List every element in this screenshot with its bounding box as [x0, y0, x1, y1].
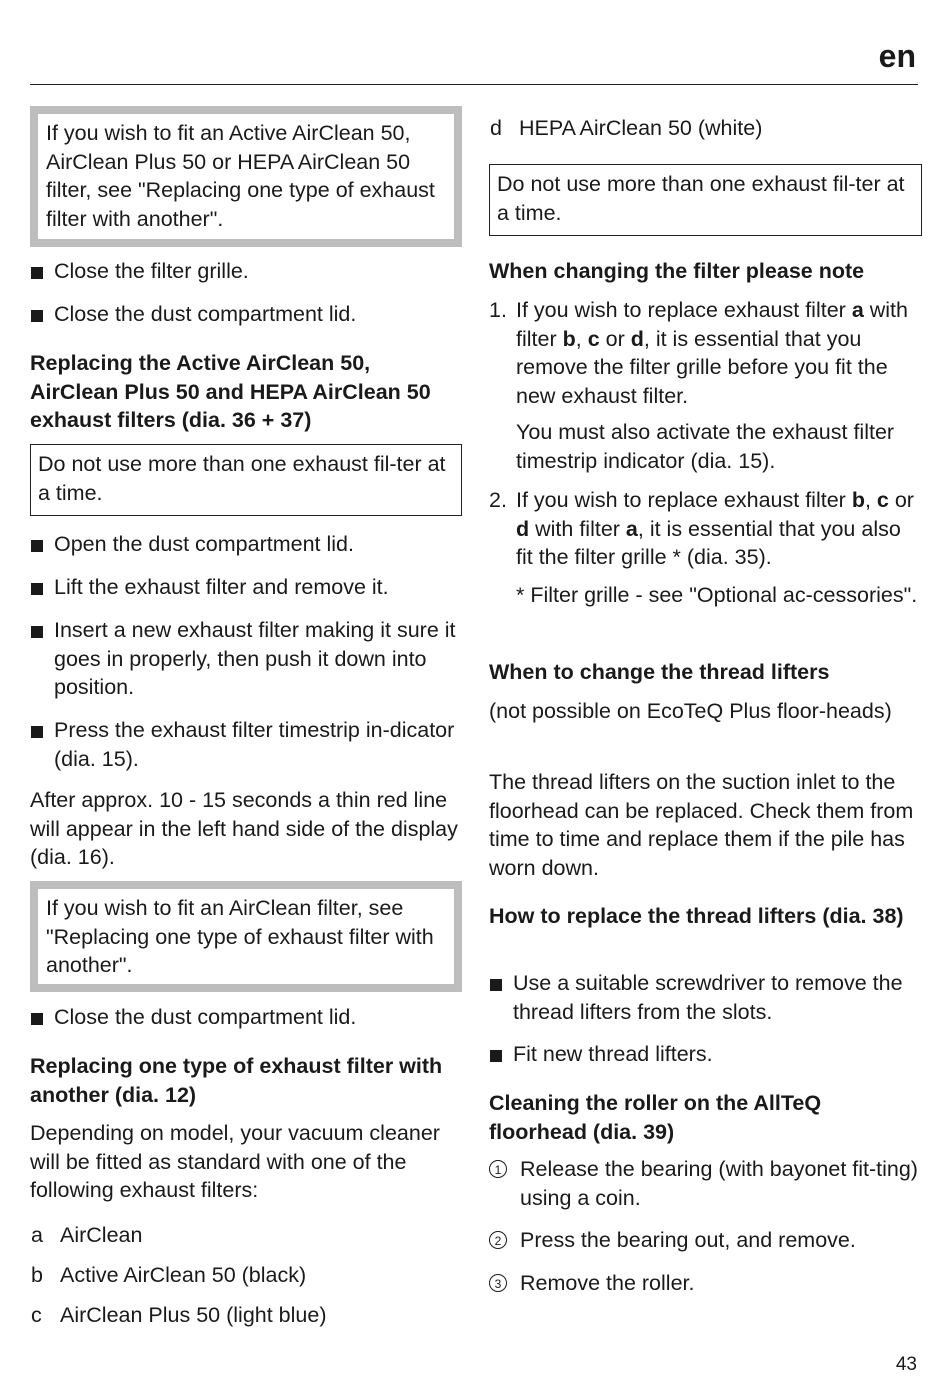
section-heading: When changing the filter please note	[489, 259, 865, 283]
step-text-bold: c	[876, 488, 889, 512]
step-text-bold: c	[587, 326, 600, 351]
paragraph: The thread lifters on the suction inlet to the floorhead can be replaced. Check them from time to time and replace them if the pile has worn down.	[489, 770, 914, 880]
step-text-bold: b	[562, 326, 576, 351]
note-text-1: If you wish to fit an Active AirClean 50, AirClean Plus 50 or HEPA AirClean 50 filter, see "Replacing one type of exhaust filter with another".	[46, 121, 435, 231]
step-text-bold: d	[630, 326, 644, 351]
step-note	[489, 581, 922, 610]
circled-step-text: Press the bearing out, and remove.	[520, 1228, 856, 1252]
section-heading: Replacing the Active AirClean 50, AirClean Plus 50 and HEPA AirClean 50 exhaust filters (dia. 36 + 37)	[30, 351, 431, 432]
list-item	[30, 1003, 462, 1032]
list-item-text: Lift the exhaust filter and remove it.	[54, 575, 389, 599]
bullet-square-icon	[31, 1013, 43, 1025]
step-text: or	[599, 326, 631, 351]
numbered-step-2	[489, 486, 922, 572]
filter-text: AirClean	[60, 1223, 143, 1247]
step-note-text: * Filter grille - see "Optional ac-cessories".	[516, 583, 918, 607]
step-text-bold: a	[851, 298, 864, 322]
paragraph: Depending on model, your vacuum cleaner will be fitted as standard with one of the following exhaust filters:	[30, 1121, 440, 1202]
step-text: If you wish to replace exhaust filter	[516, 488, 852, 512]
note-box-2	[30, 881, 462, 992]
circled-step	[489, 1155, 922, 1212]
circled-number-icon: 1	[489, 1160, 507, 1178]
bullet-square-icon	[31, 540, 43, 552]
bullet-square-icon	[31, 310, 43, 322]
circled-step-text: Release the bearing (with bayonet fit-ting) using a coin.	[520, 1157, 918, 1210]
step-text: with filter	[529, 516, 626, 541]
circled-step	[489, 1226, 922, 1255]
list-item	[30, 530, 462, 559]
filter-text: Active AirClean 50 (black)	[60, 1263, 307, 1287]
warning-text-1: Do not use more than one exhaust fil-ter at a time.	[38, 452, 446, 505]
warning-box-1	[30, 444, 462, 516]
filter-key: b	[31, 1263, 43, 1287]
bullet-square-icon	[31, 726, 43, 738]
list-item	[30, 573, 462, 602]
filter-item-c	[30, 1301, 462, 1330]
list-item-text: Close the dust compartment lid.	[54, 302, 357, 326]
section-heading: When to change the thread lifters	[489, 660, 830, 684]
step-note	[489, 418, 922, 475]
step-text: ,	[575, 326, 588, 351]
step-text: or	[888, 488, 914, 512]
filter-key: a	[31, 1223, 43, 1247]
paragraph: (not possible on EcoTeQ Plus floor-heads)	[489, 699, 892, 723]
list-item	[30, 616, 462, 702]
section-heading: How to replace the thread lifters (dia. 38)	[489, 904, 904, 928]
list-item-text: Open the dust compartment lid.	[54, 532, 354, 556]
step-text: ,	[864, 488, 877, 512]
filter-item-a	[30, 1221, 462, 1250]
filter-key: d	[490, 116, 502, 140]
bullet-square-icon	[490, 1050, 502, 1062]
bullet-square-icon	[490, 979, 502, 991]
circled-number-icon: 2	[489, 1231, 507, 1249]
circled-number-icon: 3	[489, 1274, 507, 1292]
warning-box-2	[489, 164, 922, 236]
step-text: with filter	[516, 298, 908, 351]
list-item-text: Fit new thread lifters.	[513, 1042, 713, 1066]
bullet-square-icon	[31, 626, 43, 638]
bullet-square-icon	[31, 583, 43, 595]
step-number: 1.	[489, 298, 507, 322]
list-item	[30, 257, 462, 286]
list-item	[30, 300, 462, 329]
header-rule	[30, 84, 918, 85]
list-item-text: Close the filter grille.	[54, 259, 249, 283]
step-text-bold: b	[851, 488, 865, 512]
step-text: If you wish to replace exhaust filter	[516, 298, 852, 322]
filter-key: c	[31, 1303, 42, 1327]
bullet-square-icon	[31, 267, 43, 279]
circled-step-text: Remove the roller.	[520, 1271, 695, 1295]
list-item	[489, 969, 922, 1026]
section-heading: Replacing one type of exhaust filter with another (dia. 12)	[30, 1054, 443, 1107]
list-item-text: Close the dust compartment lid.	[54, 1005, 357, 1029]
section-heading: Cleaning the roller on the AllTeQ floorhead (dia. 39)	[489, 1091, 822, 1144]
filter-text: AirClean Plus 50 (light blue)	[60, 1303, 327, 1327]
language-label: en	[878, 38, 916, 74]
paragraph: After approx. 10 - 15 seconds a thin red line will appear in the left hand side of the display (dia. 16).	[30, 788, 458, 869]
circled-step	[489, 1269, 922, 1298]
step-number: 2.	[489, 488, 507, 512]
filter-item-d	[489, 114, 922, 143]
step-text-bold: d	[516, 516, 530, 541]
step-text: , it is essential that you also fit the filter grille * (dia. 35).	[516, 516, 901, 569]
list-item	[30, 716, 462, 773]
step-text: , it is essential that you remove the filter grille before you fit the new exhaust filter.	[516, 326, 888, 408]
list-item-text: Press the exhaust filter timestrip in-dicator (dia. 15).	[54, 718, 455, 771]
note-text-2: If you wish to fit an AirClean filter, see "Replacing one type of exhaust filter with another".	[46, 896, 434, 977]
page-number: 43	[895, 1354, 917, 1375]
list-item-text: Insert a new exhaust filter making it sure it goes in properly, then push it down into position.	[54, 618, 456, 699]
numbered-step-1	[489, 296, 922, 410]
warning-text-2: Do not use more than one exhaust fil-ter at a time.	[497, 172, 905, 225]
filter-item-b	[30, 1261, 462, 1290]
list-item-text: Use a suitable screwdriver to remove the thread lifters from the slots.	[513, 971, 903, 1024]
note-box-1	[30, 106, 462, 247]
step-text-bold: a	[625, 516, 638, 541]
step-note-text: You must also activate the exhaust filter timestrip indicator (dia. 15).	[516, 420, 895, 473]
list-item	[489, 1040, 922, 1069]
filter-text: HEPA AirClean 50 (white)	[519, 116, 763, 140]
